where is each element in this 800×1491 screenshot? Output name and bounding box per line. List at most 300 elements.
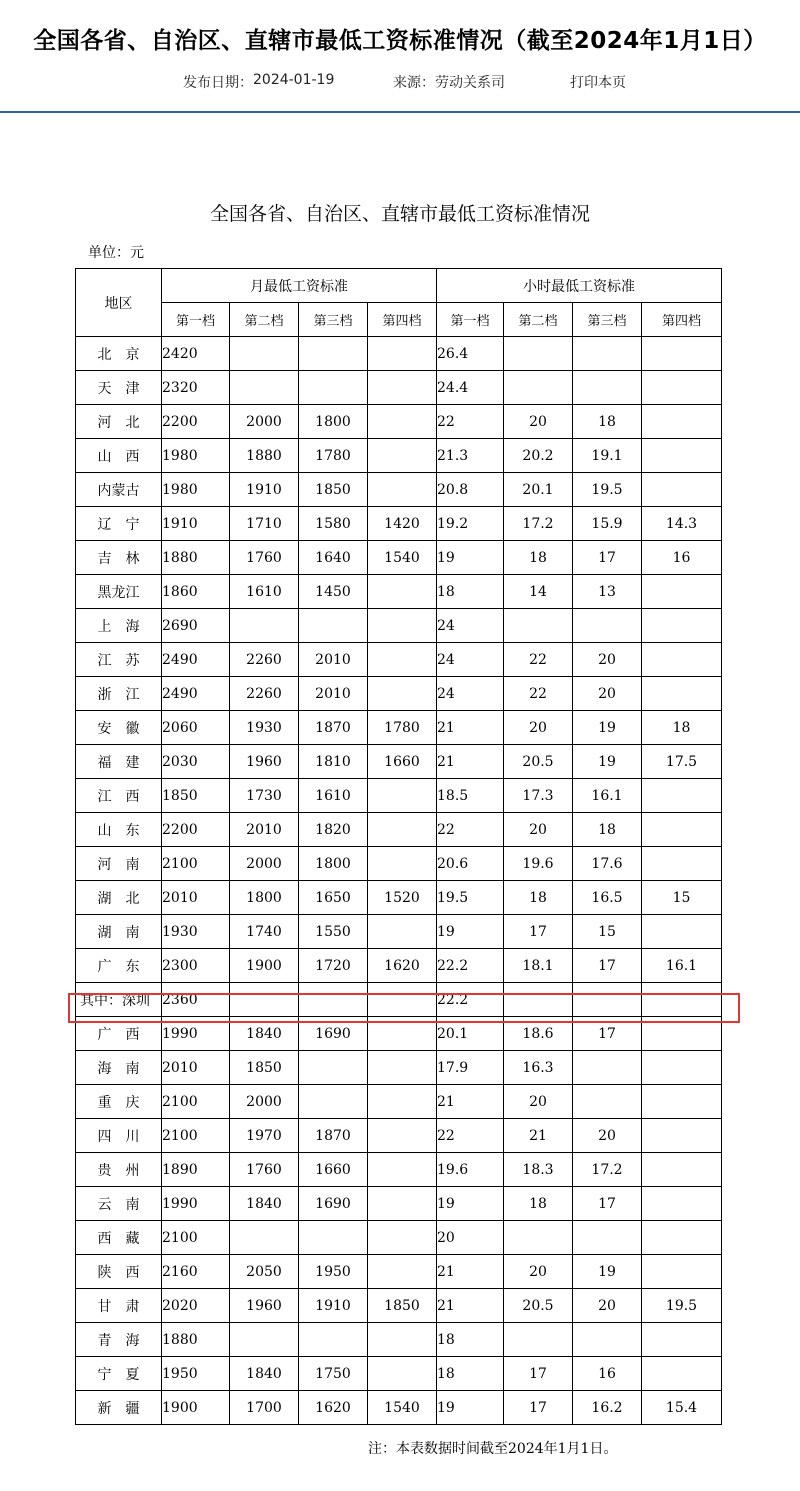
monthly-wage-cell: 2690 <box>162 609 230 643</box>
hourly-wage-cell <box>642 1017 722 1051</box>
monthly-wage-cell <box>368 813 437 847</box>
monthly-wage-cell: 1970 <box>230 1119 299 1153</box>
monthly-wage-cell: 1990 <box>162 1017 230 1051</box>
monthly-wage-cell: 1990 <box>162 1187 230 1221</box>
hourly-wage-cell <box>573 1051 642 1085</box>
hourly-wage-cell: 20 <box>573 1289 642 1323</box>
hourly-wage-cell: 19.6 <box>504 847 573 881</box>
hourly-wage-cell <box>642 983 722 1017</box>
monthly-wage-cell: 1900 <box>230 949 299 983</box>
monthly-wage-cell: 2000 <box>230 405 299 439</box>
table-row <box>76 915 722 949</box>
monthly-wage-cell: 1650 <box>299 881 368 915</box>
monthly-wage-cell: 1720 <box>299 949 368 983</box>
page-title: 全国各省、自治区、直辖市最低工资标准情况（截至2024年1月1日） <box>33 28 767 54</box>
source-label: 来源： <box>393 75 435 91</box>
monthly-wage-cell <box>299 371 368 405</box>
monthly-wage-cell <box>368 677 437 711</box>
monthly-wage-cell <box>368 1187 437 1221</box>
hourly-wage-cell <box>642 473 722 507</box>
table-row <box>76 983 722 1017</box>
monthly-tier-3-header: 第三档 <box>299 303 368 337</box>
monthly-wage-cell: 1580 <box>299 507 368 541</box>
hourly-wage-cell: 20 <box>504 1255 573 1289</box>
hourly-wage-cell: 20.1 <box>437 1017 504 1051</box>
monthly-wage-cell: 1860 <box>162 575 230 609</box>
region-cell: 浙江 <box>76 677 162 711</box>
region-cell: 上海 <box>76 609 162 643</box>
monthly-wage-cell: 1950 <box>299 1255 368 1289</box>
table-row <box>76 507 722 541</box>
monthly-wage-cell: 1780 <box>368 711 437 745</box>
table-row <box>76 949 722 983</box>
table-row <box>76 541 722 575</box>
table-row <box>76 337 722 371</box>
hourly-wage-cell: 19 <box>437 541 504 575</box>
hourly-wage-cell <box>642 677 722 711</box>
hourly-wage-cell <box>642 1187 722 1221</box>
hourly-tier-1-header: 第一档 <box>437 303 504 337</box>
table-row <box>76 1051 722 1085</box>
table-row <box>76 371 722 405</box>
monthly-wage-cell: 2200 <box>162 405 230 439</box>
monthly-wage-cell: 2010 <box>299 677 368 711</box>
hourly-wage-cell: 17.2 <box>504 507 573 541</box>
hourly-wage-cell: 15 <box>642 881 722 915</box>
monthly-wage-cell <box>368 1051 437 1085</box>
region-cell: 内蒙古 <box>76 473 162 507</box>
region-cell: 北京 <box>76 337 162 371</box>
table-row <box>76 881 722 915</box>
hourly-wage-cell: 20 <box>573 677 642 711</box>
monthly-wage-cell: 1850 <box>299 473 368 507</box>
region-cell: 西藏 <box>76 1221 162 1255</box>
monthly-wage-cell: 1620 <box>368 949 437 983</box>
region-cell: 广东 <box>76 949 162 983</box>
hourly-wage-cell: 21 <box>437 745 504 779</box>
monthly-wage-cell: 1880 <box>230 439 299 473</box>
table-row <box>76 643 722 677</box>
table-row <box>76 745 722 779</box>
hourly-wage-cell: 19 <box>573 711 642 745</box>
hourly-wage-cell: 16 <box>642 541 722 575</box>
monthly-wage-cell <box>368 779 437 813</box>
hourly-wage-cell: 20 <box>504 1085 573 1119</box>
hourly-wage-cell <box>642 609 722 643</box>
monthly-wage-cell: 2030 <box>162 745 230 779</box>
hourly-wage-cell: 19.5 <box>642 1289 722 1323</box>
table-row <box>76 1187 722 1221</box>
hourly-wage-cell: 17 <box>504 915 573 949</box>
hourly-wage-cell: 18 <box>504 1187 573 1221</box>
region-cell: 湖北 <box>76 881 162 915</box>
monthly-wage-cell: 1900 <box>162 1391 230 1425</box>
monthly-wage-cell: 2050 <box>230 1255 299 1289</box>
monthly-wage-cell: 1780 <box>299 439 368 473</box>
region-cell: 黑龙江 <box>76 575 162 609</box>
hourly-wage-cell: 20 <box>504 813 573 847</box>
monthly-wage-cell: 1620 <box>299 1391 368 1425</box>
monthly-wage-cell <box>368 473 437 507</box>
monthly-wage-cell: 1910 <box>299 1289 368 1323</box>
monthly-wage-cell: 2100 <box>162 847 230 881</box>
hourly-wage-cell: 24 <box>437 677 504 711</box>
region-cell: 福建 <box>76 745 162 779</box>
monthly-wage-cell: 1700 <box>230 1391 299 1425</box>
monthly-wage-cell: 1950 <box>162 1357 230 1391</box>
monthly-wage-cell: 1980 <box>162 473 230 507</box>
hourly-wage-cell: 18.6 <box>504 1017 573 1051</box>
monthly-wage-cell <box>368 337 437 371</box>
region-cell: 江苏 <box>76 643 162 677</box>
monthly-wage-header: 月最低工资标准 <box>162 269 437 303</box>
monthly-wage-cell: 1910 <box>230 473 299 507</box>
monthly-wage-cell: 1690 <box>299 1017 368 1051</box>
monthly-wage-cell: 1800 <box>230 881 299 915</box>
hourly-wage-cell: 17 <box>504 1357 573 1391</box>
monthly-wage-cell: 2010 <box>230 813 299 847</box>
hourly-wage-cell: 19.1 <box>573 439 642 473</box>
hourly-tier-3-header: 第三档 <box>573 303 642 337</box>
monthly-wage-cell: 1760 <box>230 541 299 575</box>
hourly-wage-cell <box>642 371 722 405</box>
hourly-wage-cell <box>642 575 722 609</box>
region-cell: 四川 <box>76 1119 162 1153</box>
hourly-wage-cell: 16.2 <box>573 1391 642 1425</box>
monthly-wage-cell: 1960 <box>230 1289 299 1323</box>
monthly-wage-cell: 2100 <box>162 1085 230 1119</box>
region-cell: 贵州 <box>76 1153 162 1187</box>
monthly-wage-cell <box>368 405 437 439</box>
hourly-wage-cell: 19.5 <box>573 473 642 507</box>
monthly-wage-cell: 1870 <box>299 1119 368 1153</box>
hourly-wage-cell <box>642 779 722 813</box>
unit-label: 单位：元 <box>88 245 144 261</box>
hourly-wage-cell <box>642 1051 722 1085</box>
hourly-wage-cell: 13 <box>573 575 642 609</box>
monthly-wage-cell <box>368 1017 437 1051</box>
region-cell: 宁夏 <box>76 1357 162 1391</box>
hourly-wage-cell: 17.6 <box>573 847 642 881</box>
print-page-link[interactable]: 打印本页 <box>570 75 626 91</box>
monthly-wage-cell: 1980 <box>162 439 230 473</box>
table-row <box>76 609 722 643</box>
monthly-wage-cell: 2010 <box>162 1051 230 1085</box>
hourly-wage-cell: 14 <box>504 575 573 609</box>
hourly-wage-cell <box>573 609 642 643</box>
hourly-wage-header: 小时最低工资标准 <box>437 269 722 303</box>
monthly-wage-cell: 1960 <box>230 745 299 779</box>
monthly-wage-cell: 2000 <box>230 847 299 881</box>
region-cell: 辽宁 <box>76 507 162 541</box>
hourly-wage-cell: 22 <box>437 1119 504 1153</box>
monthly-wage-cell <box>368 1119 437 1153</box>
table-row <box>76 473 722 507</box>
region-cell: 重庆 <box>76 1085 162 1119</box>
hourly-wage-cell: 18 <box>437 575 504 609</box>
monthly-wage-cell: 1740 <box>230 915 299 949</box>
region-cell: 海南 <box>76 1051 162 1085</box>
region-cell: 河北 <box>76 405 162 439</box>
monthly-wage-cell: 2260 <box>230 643 299 677</box>
monthly-wage-cell <box>230 1323 299 1357</box>
monthly-wage-cell: 2100 <box>162 1119 230 1153</box>
monthly-wage-cell <box>368 643 437 677</box>
hourly-wage-cell: 21 <box>437 711 504 745</box>
monthly-wage-cell: 2490 <box>162 643 230 677</box>
hourly-wage-cell: 20.2 <box>504 439 573 473</box>
hourly-wage-cell: 18 <box>504 881 573 915</box>
monthly-wage-cell: 2360 <box>162 983 230 1017</box>
monthly-wage-cell: 1640 <box>299 541 368 575</box>
hourly-wage-cell: 21.3 <box>437 439 504 473</box>
hourly-wage-cell: 21 <box>504 1119 573 1153</box>
publish-date: 2024-01-19 <box>253 72 335 88</box>
hourly-wage-cell <box>642 1221 722 1255</box>
hourly-wage-cell <box>642 915 722 949</box>
monthly-wage-cell: 2300 <box>162 949 230 983</box>
hourly-wage-cell <box>642 813 722 847</box>
hourly-wage-cell: 18 <box>573 813 642 847</box>
hourly-wage-cell: 21 <box>437 1255 504 1289</box>
table-row <box>76 1391 722 1425</box>
table-row <box>76 1221 722 1255</box>
monthly-wage-cell: 1660 <box>368 745 437 779</box>
table-row <box>76 1119 722 1153</box>
monthly-wage-cell: 1850 <box>162 779 230 813</box>
monthly-wage-cell: 1870 <box>299 711 368 745</box>
table-row <box>76 439 722 473</box>
hourly-wage-cell: 20.8 <box>437 473 504 507</box>
hourly-wage-cell: 20 <box>573 643 642 677</box>
monthly-wage-cell: 1540 <box>368 1391 437 1425</box>
hourly-wage-cell: 22 <box>437 813 504 847</box>
monthly-wage-cell: 2200 <box>162 813 230 847</box>
hourly-wage-cell <box>642 1323 722 1357</box>
hourly-wage-cell <box>642 1255 722 1289</box>
hourly-wage-cell <box>573 1085 642 1119</box>
monthly-wage-cell: 1810 <box>299 745 368 779</box>
hourly-wage-cell: 20.1 <box>504 473 573 507</box>
monthly-tier-2-header: 第二档 <box>230 303 299 337</box>
hourly-wage-cell: 16.5 <box>573 881 642 915</box>
hourly-wage-cell: 22 <box>504 677 573 711</box>
monthly-wage-cell <box>299 1085 368 1119</box>
region-cell: 新疆 <box>76 1391 162 1425</box>
monthly-wage-cell <box>299 1323 368 1357</box>
table-title: 全国各省、自治区、直辖市最低工资标准情况 <box>209 203 590 225</box>
hourly-wage-cell <box>642 1085 722 1119</box>
monthly-wage-cell: 1760 <box>230 1153 299 1187</box>
hourly-wage-cell: 18 <box>573 405 642 439</box>
monthly-wage-cell <box>368 1085 437 1119</box>
hourly-wage-cell: 18 <box>504 541 573 575</box>
table-row <box>76 1289 722 1323</box>
monthly-wage-cell <box>368 1221 437 1255</box>
table-row <box>76 1153 722 1187</box>
monthly-wage-cell <box>368 1153 437 1187</box>
monthly-wage-cell <box>299 983 368 1017</box>
monthly-wage-cell: 1910 <box>162 507 230 541</box>
monthly-wage-cell <box>368 439 437 473</box>
monthly-wage-cell: 1800 <box>299 847 368 881</box>
monthly-wage-cell: 2420 <box>162 337 230 371</box>
hourly-wage-cell: 16 <box>573 1357 642 1391</box>
monthly-wage-cell <box>368 1323 437 1357</box>
hourly-wage-cell <box>504 1221 573 1255</box>
monthly-wage-cell: 2260 <box>230 677 299 711</box>
monthly-wage-cell <box>230 371 299 405</box>
monthly-wage-cell <box>299 609 368 643</box>
monthly-wage-cell <box>299 1051 368 1085</box>
hourly-wage-cell: 26.4 <box>437 337 504 371</box>
hourly-wage-cell: 19.2 <box>437 507 504 541</box>
hourly-wage-cell: 22.2 <box>437 983 504 1017</box>
hourly-wage-cell <box>642 337 722 371</box>
monthly-wage-cell: 2100 <box>162 1221 230 1255</box>
table-row <box>76 711 722 745</box>
monthly-wage-cell: 1800 <box>299 405 368 439</box>
region-cell: 青海 <box>76 1323 162 1357</box>
hourly-wage-cell: 20.5 <box>504 1289 573 1323</box>
source-value: 劳动关系司 <box>435 75 505 91</box>
monthly-wage-cell: 1840 <box>230 1017 299 1051</box>
monthly-wage-cell: 1880 <box>162 541 230 575</box>
monthly-wage-cell: 1840 <box>230 1187 299 1221</box>
hourly-wage-cell: 16.1 <box>642 949 722 983</box>
hourly-wage-cell: 18 <box>437 1357 504 1391</box>
monthly-wage-cell: 1840 <box>230 1357 299 1391</box>
monthly-wage-cell <box>230 609 299 643</box>
hourly-wage-cell <box>642 847 722 881</box>
monthly-wage-cell: 1550 <box>299 915 368 949</box>
monthly-wage-cell: 1610 <box>230 575 299 609</box>
hourly-wage-cell: 18 <box>642 711 722 745</box>
monthly-wage-cell: 1690 <box>299 1187 368 1221</box>
hourly-wage-cell: 16.3 <box>504 1051 573 1085</box>
monthly-wage-cell <box>368 1357 437 1391</box>
monthly-tier-1-header: 第一档 <box>162 303 230 337</box>
hourly-wage-cell: 17 <box>573 949 642 983</box>
region-cell: 江西 <box>76 779 162 813</box>
monthly-wage-cell: 1660 <box>299 1153 368 1187</box>
hourly-wage-cell <box>504 337 573 371</box>
hourly-wage-cell <box>642 643 722 677</box>
hourly-wage-cell: 22 <box>437 405 504 439</box>
monthly-wage-cell: 2060 <box>162 711 230 745</box>
hourly-tier-4-header: 第四档 <box>642 303 722 337</box>
monthly-wage-cell: 1850 <box>230 1051 299 1085</box>
hourly-wage-cell <box>642 1357 722 1391</box>
monthly-wage-cell <box>299 337 368 371</box>
hourly-wage-cell: 20 <box>504 711 573 745</box>
hourly-wage-cell: 18.3 <box>504 1153 573 1187</box>
monthly-wage-cell <box>368 575 437 609</box>
region-cell: 河南 <box>76 847 162 881</box>
table-row <box>76 1255 722 1289</box>
monthly-wage-cell: 2000 <box>230 1085 299 1119</box>
hourly-wage-cell: 18.5 <box>437 779 504 813</box>
hourly-wage-cell: 17.3 <box>504 779 573 813</box>
hourly-wage-cell: 19.6 <box>437 1153 504 1187</box>
hourly-wage-cell: 24 <box>437 643 504 677</box>
hourly-wage-cell: 19 <box>573 745 642 779</box>
monthly-wage-cell: 1880 <box>162 1323 230 1357</box>
monthly-wage-cell: 1850 <box>368 1289 437 1323</box>
monthly-wage-cell: 1820 <box>299 813 368 847</box>
hourly-wage-cell: 17 <box>573 1017 642 1051</box>
hourly-wage-cell <box>573 1323 642 1357</box>
monthly-wage-cell: 2010 <box>299 643 368 677</box>
region-cell: 山东 <box>76 813 162 847</box>
table-row <box>76 779 722 813</box>
hourly-wage-cell: 22.2 <box>437 949 504 983</box>
hourly-wage-cell: 22 <box>504 643 573 677</box>
hourly-wage-cell: 24 <box>437 609 504 643</box>
hourly-wage-cell: 14.3 <box>642 507 722 541</box>
monthly-wage-cell: 1750 <box>299 1357 368 1391</box>
monthly-wage-cell <box>368 983 437 1017</box>
hourly-wage-cell: 17 <box>573 1187 642 1221</box>
region-header: 地区 <box>76 269 162 337</box>
hourly-wage-cell: 19 <box>573 1255 642 1289</box>
table-row <box>76 1357 722 1391</box>
monthly-wage-cell: 1890 <box>162 1153 230 1187</box>
monthly-wage-cell: 1610 <box>299 779 368 813</box>
hourly-wage-cell: 18.1 <box>504 949 573 983</box>
monthly-wage-cell: 2320 <box>162 371 230 405</box>
monthly-wage-cell <box>368 847 437 881</box>
monthly-wage-cell: 1930 <box>230 711 299 745</box>
hourly-wage-cell: 20 <box>504 405 573 439</box>
hourly-wage-cell: 20.6 <box>437 847 504 881</box>
table-note: 注：本表数据时间截至2024年1月1日。 <box>368 1441 618 1457</box>
hourly-wage-cell: 16.1 <box>573 779 642 813</box>
monthly-wage-cell <box>230 337 299 371</box>
table-row <box>76 575 722 609</box>
region-cell: 天津 <box>76 371 162 405</box>
region-cell: 其中：深圳 <box>76 983 162 1017</box>
hourly-wage-cell: 20 <box>573 1119 642 1153</box>
monthly-wage-cell: 1450 <box>299 575 368 609</box>
monthly-wage-cell: 1730 <box>230 779 299 813</box>
monthly-wage-cell <box>230 983 299 1017</box>
hourly-wage-cell <box>504 983 573 1017</box>
table-row <box>76 405 722 439</box>
monthly-wage-cell <box>299 1221 368 1255</box>
monthly-wage-cell: 1540 <box>368 541 437 575</box>
minimum-wage-table <box>75 268 722 1425</box>
hourly-wage-cell: 17 <box>573 541 642 575</box>
publish-date-label: 发布日期： <box>183 75 253 91</box>
table-row <box>76 847 722 881</box>
hourly-wage-cell: 15.4 <box>642 1391 722 1425</box>
hourly-wage-cell: 17 <box>504 1391 573 1425</box>
hourly-wage-cell <box>504 371 573 405</box>
region-cell: 陕西 <box>76 1255 162 1289</box>
monthly-wage-cell: 2160 <box>162 1255 230 1289</box>
hourly-wage-cell <box>573 337 642 371</box>
region-cell: 广西 <box>76 1017 162 1051</box>
hourly-wage-cell <box>642 1153 722 1187</box>
region-cell: 湖南 <box>76 915 162 949</box>
hourly-wage-cell <box>504 609 573 643</box>
monthly-wage-cell <box>230 1221 299 1255</box>
monthly-wage-cell <box>368 915 437 949</box>
header-divider <box>0 111 800 113</box>
hourly-wage-cell <box>642 439 722 473</box>
hourly-wage-cell: 15.9 <box>573 507 642 541</box>
